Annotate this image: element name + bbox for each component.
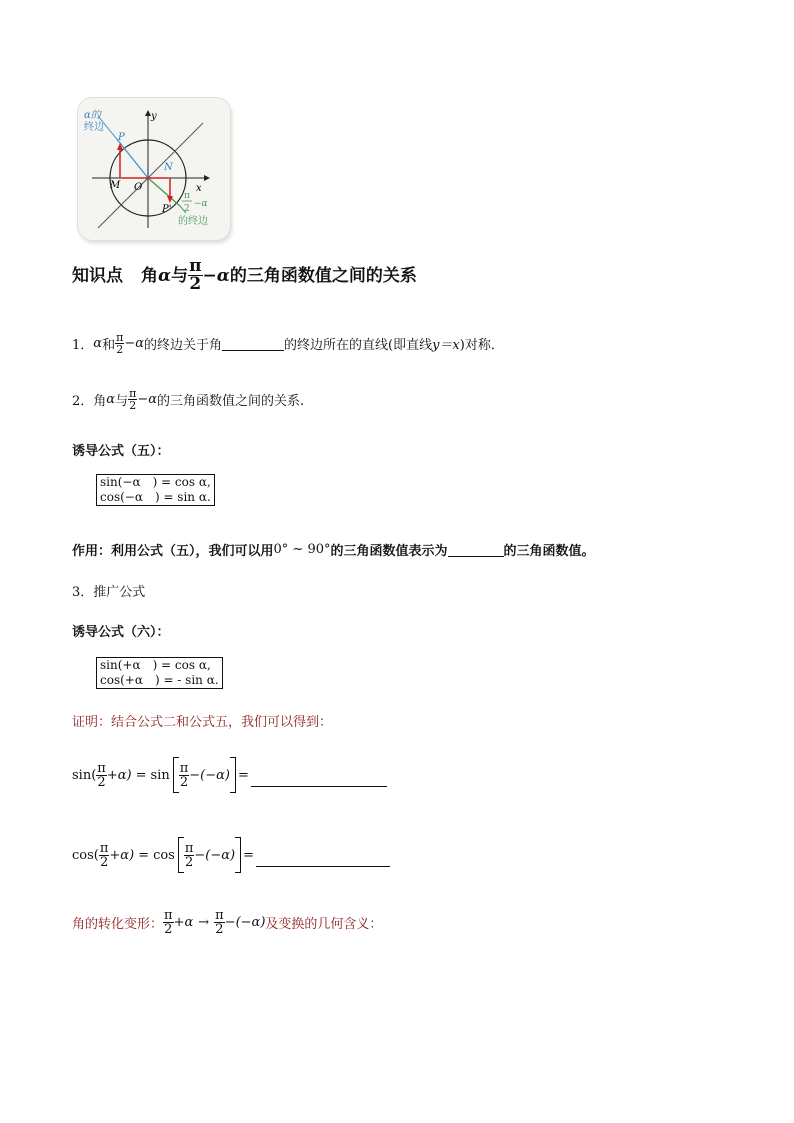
item1-text-b: 的终边所在的直线(即直线 bbox=[284, 338, 433, 353]
x-axis-label: x bbox=[196, 183, 202, 194]
formula6-line1: sin(+α ) = cos α, bbox=[100, 658, 211, 672]
item-3 bbox=[72, 581, 145, 600]
x-axis-arrow bbox=[204, 175, 210, 181]
transform-arrow: → bbox=[198, 914, 210, 930]
item1-num: 1． bbox=[72, 338, 94, 353]
heading-with: 与 bbox=[171, 265, 189, 286]
transform-frac2 bbox=[214, 909, 225, 936]
formula6-title: 诱导公式（六）： bbox=[72, 625, 170, 640]
transform-inner: −(−α) bbox=[224, 914, 266, 930]
formula6-line2: cos(+α ) = - sin α. bbox=[100, 673, 219, 687]
eq-sin-eq: = bbox=[135, 767, 147, 783]
eq-cos-right-bracket bbox=[235, 837, 241, 873]
item1-blank bbox=[222, 336, 284, 351]
unit-circle-diagram bbox=[78, 98, 230, 240]
item2-alpha: α bbox=[106, 392, 116, 407]
unit-circle-figure bbox=[78, 98, 230, 240]
item2-minus-alpha: −α bbox=[137, 392, 157, 407]
item3-num: 3． bbox=[72, 585, 94, 600]
point-n-label: N bbox=[164, 162, 173, 173]
usage-suffix: 的三角函数值。 bbox=[503, 544, 595, 559]
formula5-line1: sin(−α ) = cos α, bbox=[100, 475, 211, 489]
eq-sin-two: 2 bbox=[97, 774, 106, 790]
alpha-terminal-label: α的 bbox=[84, 110, 101, 121]
heading-minus-alpha: −α bbox=[202, 265, 230, 286]
eq-cos-eq: = bbox=[138, 847, 150, 863]
eq-cos-eq2: = bbox=[243, 847, 255, 863]
formula5-box bbox=[96, 474, 215, 506]
usage-mid: 的三角函数值表示为 bbox=[330, 544, 448, 559]
item1-two: 2 bbox=[116, 343, 124, 356]
formula5-line2: cos(−α ) = sin α. bbox=[100, 490, 211, 504]
fig-minus-alpha: −α bbox=[194, 199, 208, 209]
eq-cos-two2: 2 bbox=[184, 854, 194, 870]
heading-prefix: 知识点 bbox=[72, 265, 123, 286]
item2-angle: 角 bbox=[93, 394, 107, 409]
heading-alpha: α bbox=[158, 265, 172, 286]
point-m-label: M bbox=[110, 180, 121, 191]
usage-blank bbox=[448, 542, 504, 557]
item2-suffix: 的三角函数值之间的关系. bbox=[157, 394, 305, 409]
heading-suffix: 的三角函数值之间的关系 bbox=[229, 265, 417, 286]
item1-alpha: α bbox=[93, 336, 103, 351]
item2-fraction bbox=[128, 388, 137, 411]
transform-suffix: 及变换的几何含义： bbox=[265, 916, 383, 932]
eq-sin-frac2 bbox=[179, 762, 190, 789]
usage-prefix: 作用：利用公式（五），我们可以用 bbox=[72, 544, 274, 559]
item1-and: 和 bbox=[102, 338, 116, 353]
transform-prefix: 角的转化变形： bbox=[72, 916, 164, 932]
equation-cos bbox=[72, 832, 390, 878]
item1-minus-alpha: −α bbox=[124, 336, 144, 351]
transform-pi2: π bbox=[215, 907, 224, 923]
eq-sin-pi2: π bbox=[179, 760, 189, 776]
eq-sin-inner: −(−α) bbox=[189, 767, 230, 783]
item1-pi: π bbox=[116, 331, 124, 344]
eq-sin-right-bracket bbox=[230, 757, 236, 793]
eq-sin-plus-alpha: +α) bbox=[106, 767, 132, 783]
heading-fraction bbox=[188, 258, 202, 293]
eq-cos-pi: π bbox=[99, 840, 109, 856]
y-axis-label: y bbox=[151, 111, 157, 122]
heading-angle: 角 bbox=[141, 265, 158, 286]
item2-two: 2 bbox=[129, 399, 137, 412]
fig-terminal-label: 的终边 bbox=[178, 216, 208, 227]
item1-fraction bbox=[115, 332, 124, 355]
eq-sin-frac bbox=[96, 762, 107, 789]
formula6-box bbox=[96, 657, 223, 689]
eq-cos-plus-alpha: +α) bbox=[109, 847, 135, 863]
eq-sin-fn: sin( bbox=[72, 767, 97, 783]
eq-cos-frac2 bbox=[184, 842, 195, 869]
item1-text-c: )对称． bbox=[459, 338, 504, 353]
heading-pi: π bbox=[189, 256, 202, 276]
item3-text: 推广公式 bbox=[93, 585, 146, 600]
section-heading bbox=[72, 258, 417, 293]
item1-eq: y＝x bbox=[432, 338, 460, 353]
proof-text: 证明：结合公式二和公式五，我们可以得到： bbox=[72, 715, 333, 730]
point-p-label: P bbox=[118, 132, 125, 143]
transform-pi1: π bbox=[164, 907, 173, 923]
item-2 bbox=[72, 388, 304, 411]
point-p-prime-label: P' bbox=[162, 204, 172, 215]
transform-two1: 2 bbox=[164, 921, 173, 937]
eq-cos-two: 2 bbox=[99, 854, 109, 870]
transform-frac1 bbox=[163, 909, 174, 936]
fig-pi: π bbox=[184, 191, 190, 201]
eq-sin-pi: π bbox=[97, 760, 106, 776]
eq-cos-blank bbox=[256, 844, 390, 867]
heading-two: 2 bbox=[189, 274, 202, 294]
alpha-terminal-label-2: 终边 bbox=[84, 122, 104, 133]
origin-label: O bbox=[134, 182, 143, 193]
transform-plus-alpha: +α bbox=[173, 914, 194, 930]
complement-terminal-side bbox=[148, 178, 180, 206]
usage-range: 0° ~ 90° bbox=[273, 542, 331, 557]
item2-num: 2． bbox=[72, 394, 94, 409]
eq-sin-two2: 2 bbox=[179, 774, 189, 790]
formula5-title: 诱导公式（五）： bbox=[72, 444, 170, 459]
usage-line bbox=[72, 540, 595, 559]
equation-sin bbox=[72, 752, 387, 798]
eq-sin-eq2: = bbox=[237, 767, 249, 783]
eq-cos-inner: −(−α) bbox=[194, 847, 236, 863]
eq-cos-fn: cos( bbox=[72, 847, 99, 863]
eq-sin-blank bbox=[251, 764, 387, 787]
fig-two: 2 bbox=[184, 204, 190, 214]
eq-cos-frac bbox=[99, 842, 110, 869]
item2-with: 与 bbox=[115, 394, 129, 409]
item-1 bbox=[72, 332, 504, 355]
eq-cos-pi2: π bbox=[184, 840, 194, 856]
item1-text-a: 的终边关于角 bbox=[143, 338, 222, 353]
transform-line bbox=[72, 902, 382, 942]
eq-sin-fn2: sin bbox=[150, 767, 170, 783]
eq-cos-fn2: cos bbox=[153, 847, 175, 863]
item2-pi: π bbox=[129, 387, 137, 400]
transform-two2: 2 bbox=[215, 921, 224, 937]
